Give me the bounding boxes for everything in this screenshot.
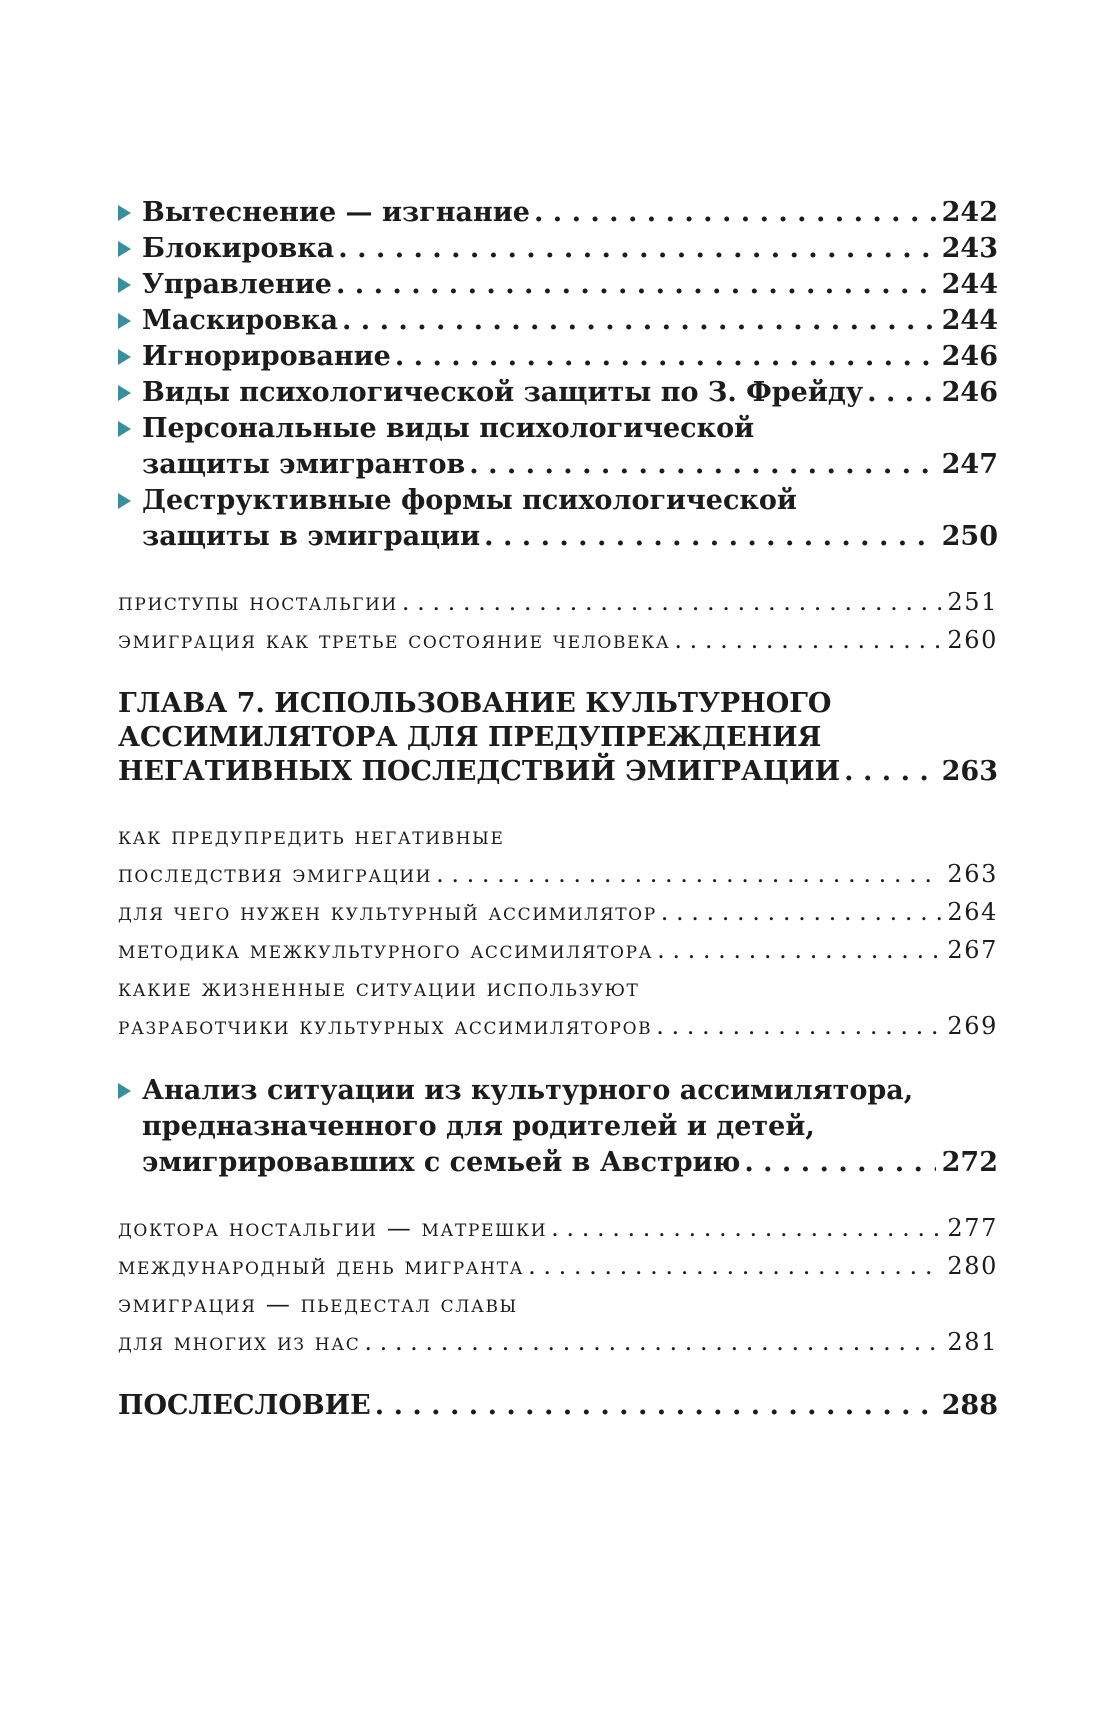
toc-entry[interactable] <box>118 339 998 375</box>
page-number: 246 <box>941 341 998 372</box>
toc-page <box>118 195 998 1423</box>
toc-section[interactable] <box>118 583 998 621</box>
dot-leader <box>395 339 936 375</box>
toc-entry[interactable] <box>118 231 998 267</box>
section-title-line2: для многих из нас <box>118 1328 361 1356</box>
page-number: 272 <box>941 1147 998 1178</box>
page-number: 267 <box>947 936 998 964</box>
afterword-heading[interactable] <box>118 1389 998 1423</box>
bullet-triangle-icon <box>118 349 131 365</box>
chapter-title-line3: НЕГАТИВНЫХ ПОСЛЕДСТВИЙ ЭМИГРАЦИИ <box>118 756 841 787</box>
page-number: 251 <box>947 588 998 616</box>
section-title: доктора ностальгии — матрешки <box>118 1214 548 1242</box>
page-number: 260 <box>947 626 998 654</box>
dot-leader <box>402 583 942 621</box>
entry-title-line2: защиты эмигрантов <box>142 449 466 480</box>
page-number: 246 <box>941 377 998 408</box>
page-number: 264 <box>947 898 998 926</box>
toc-section[interactable] <box>118 1247 998 1285</box>
page-number: 244 <box>941 305 998 336</box>
entry-title: Виды психологической защиты по З. Фрейду <box>142 377 864 408</box>
toc-section[interactable] <box>118 621 998 659</box>
toc-section[interactable] <box>118 893 998 931</box>
dot-leader <box>744 1145 935 1181</box>
bullet-triangle-icon <box>118 385 131 401</box>
page-number: 288 <box>941 1390 998 1421</box>
bullet-triangle-icon <box>118 421 131 437</box>
bullet-triangle-icon <box>118 205 131 221</box>
toc-entry[interactable] <box>118 195 998 231</box>
page-number: 247 <box>941 449 998 480</box>
entry-title: Управление <box>142 269 332 300</box>
page-number: 280 <box>947 1252 998 1280</box>
toc-entry[interactable] <box>118 483 998 555</box>
page-number: 263 <box>947 860 998 888</box>
bullet-triangle-icon <box>118 1083 131 1099</box>
page-number: 269 <box>947 1012 998 1040</box>
section-title: для чего нужен культурный ассимилятор <box>118 898 657 926</box>
toc-section[interactable] <box>118 1285 998 1361</box>
entry-title-line2: защиты в эмиграции <box>142 521 481 552</box>
dot-leader <box>551 1209 941 1247</box>
toc-section[interactable] <box>118 1209 998 1247</box>
toc-entry[interactable] <box>118 375 998 411</box>
page-number: 244 <box>941 269 998 300</box>
section-title-line2: последствия эмиграции <box>118 860 433 888</box>
chapter-heading[interactable] <box>118 687 998 789</box>
page-number: 250 <box>941 521 998 552</box>
dot-leader <box>336 267 936 303</box>
toc-section[interactable] <box>118 817 998 893</box>
chapter-title-line1: ГЛАВА 7. ИСПОЛЬЗОВАНИЕ КУЛЬТУРНОГО <box>118 688 832 719</box>
entry-title: Блокировка <box>142 233 335 264</box>
dot-leader <box>534 195 936 231</box>
page-number: 243 <box>941 233 998 264</box>
entry-title-line1: Деструктивные формы психологической <box>142 485 797 516</box>
section-title-line1: какие жизненные ситуации используют <box>118 974 640 1002</box>
bullet-triangle-icon <box>118 313 131 329</box>
entry-title-line2: предназначенного для родителей и детей, <box>142 1111 815 1142</box>
entry-title: Игнорирование <box>142 341 391 372</box>
dot-leader <box>436 855 941 893</box>
entry-title: Вытеснение — изгнание <box>142 197 530 228</box>
afterword-title: ПОСЛЕСЛОВИЕ <box>118 1390 371 1421</box>
dot-leader <box>484 519 935 555</box>
bullet-triangle-icon <box>118 277 131 293</box>
section-title-line1: как предупредить негативные <box>118 822 505 850</box>
section-title-line1: эмиграция — пьедестал славы <box>118 1290 518 1318</box>
toc-section[interactable] <box>118 969 998 1045</box>
page-number: 242 <box>941 197 998 228</box>
section-title: эмиграция как третье состояние человека <box>118 626 671 654</box>
entry-title: Маскировка <box>142 305 338 336</box>
entry-title-line3: эмигрировавших с семьей в Австрию <box>142 1147 741 1178</box>
dot-leader <box>528 1247 941 1285</box>
entry-title-line1: Анализ ситуации из культурного ассимилятора, <box>142 1075 914 1106</box>
dot-leader <box>867 375 935 411</box>
section-title-line2: разработчики культурных ассимиляторов <box>118 1012 653 1040</box>
entry-title-line1: Персональные виды психологической <box>142 413 755 444</box>
section-title: методика межкультурного ассимилятора <box>118 936 654 964</box>
bullet-triangle-icon <box>118 241 131 257</box>
section-title: приступы ностальгии <box>118 588 398 616</box>
bullet-triangle-icon <box>118 493 131 509</box>
dot-leader <box>657 931 941 969</box>
dot-leader <box>342 303 936 339</box>
dot-leader <box>338 231 935 267</box>
dot-leader <box>661 893 942 931</box>
chapter-title-line2: АССИМИЛЯТОРА ДЛЯ ПРЕДУПРЕЖДЕНИЯ <box>118 722 822 753</box>
dot-leader <box>375 1389 936 1423</box>
dot-leader <box>674 621 941 659</box>
dot-leader <box>844 755 935 789</box>
dot-leader <box>364 1323 941 1361</box>
toc-entry[interactable] <box>118 267 998 303</box>
page-number: 263 <box>941 756 998 787</box>
toc-entry[interactable] <box>118 1073 998 1181</box>
dot-leader <box>469 447 935 483</box>
toc-entry[interactable] <box>118 411 998 483</box>
toc-entry[interactable] <box>118 303 998 339</box>
toc-section[interactable] <box>118 931 998 969</box>
dot-leader <box>656 1007 941 1045</box>
page-number: 281 <box>947 1328 998 1356</box>
page-number: 277 <box>947 1214 998 1242</box>
section-title: международный день мигранта <box>118 1252 525 1280</box>
